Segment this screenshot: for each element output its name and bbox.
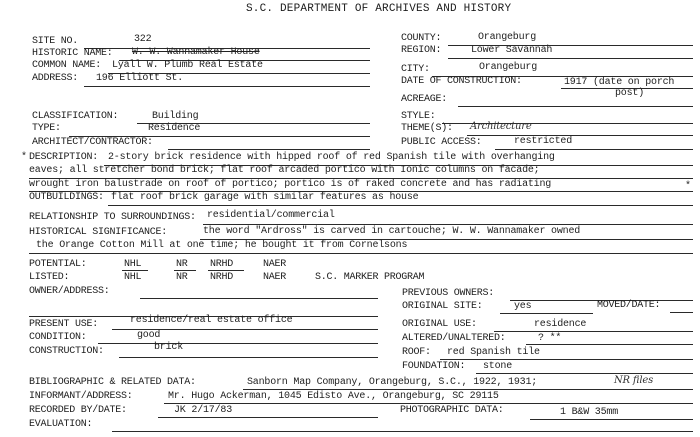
style-label: STYLE: xyxy=(401,111,436,122)
informant-value: Mr. Hugo Ackerman, 1045 Edisto Ave., Orangeburg, SC 29115 xyxy=(168,391,499,402)
public-access-value: restricted xyxy=(514,136,573,147)
public-access-line xyxy=(495,149,693,150)
listed-nhl: NHL xyxy=(124,272,142,283)
original-use-line xyxy=(494,331,693,332)
county-label: COUNTY: xyxy=(401,33,442,44)
address-label: ADDRESS: xyxy=(32,73,79,84)
potential-nr-line xyxy=(174,270,196,271)
roof-label: ROOF: xyxy=(402,347,431,358)
recorded-value: JK 2/17/83 xyxy=(174,405,233,416)
region-label: REGION: xyxy=(401,45,442,56)
potential-naer: NAER xyxy=(263,259,287,270)
description-end-marker: * xyxy=(685,181,691,192)
foundation-label: FOUNDATION: xyxy=(402,361,466,372)
recorded-label: RECORDED BY/DATE: xyxy=(29,405,127,416)
listed-nr: NR xyxy=(176,272,188,283)
potential-nhl-line xyxy=(122,270,148,271)
photographic-line xyxy=(530,419,693,420)
evaluation-line xyxy=(112,431,693,432)
construction-value: brick xyxy=(154,342,184,353)
description-line-1: 2-story brick residence with hipped roof of red Spanish tile with overhanging xyxy=(108,152,555,163)
moved-date-line xyxy=(670,312,693,313)
historical-line-2: the Orange Cotton Mill at one time; he bought it from Cornelsons xyxy=(36,240,408,251)
present-use-label: PRESENT USE: xyxy=(29,319,99,330)
city-label: CITY: xyxy=(401,64,430,75)
relationship-value: residential/commercial xyxy=(207,210,335,221)
site-no-label: SITE NO. xyxy=(32,36,79,47)
address-value: 196 Elliott St. xyxy=(96,73,184,84)
description-line-2: eaves; all stretcher bond brick; flat roof arcaded portico with Ionic columns on facade; xyxy=(29,165,540,176)
public-access-label: PUBLIC ACCESS: xyxy=(401,137,482,148)
historic-name-label: HISTORIC NAME: xyxy=(32,48,113,59)
altered-line xyxy=(526,344,693,345)
listed-naer: NAER xyxy=(263,272,287,283)
themes-label: THEME(S): xyxy=(401,123,453,134)
bibliographic-note: NR files xyxy=(614,375,654,386)
potential-nr: NR xyxy=(176,259,188,270)
page-title: S.C. DEPARTMENT OF ARCHIVES AND HISTORY xyxy=(246,3,512,15)
potential-nrhd: NRHD xyxy=(210,259,234,270)
original-use-value: residence xyxy=(534,319,587,330)
original-site-line xyxy=(500,313,593,314)
photographic-value: 1 B&W 35mm xyxy=(560,407,619,418)
original-use-label: ORIGINAL USE: xyxy=(402,319,477,330)
informant-label: INFORMANT/ADDRESS: xyxy=(29,391,133,402)
acreage-line xyxy=(458,106,693,107)
original-site-value: yes xyxy=(514,301,532,312)
roof-line xyxy=(440,359,693,360)
themes-line xyxy=(467,135,693,136)
relationship-line xyxy=(203,224,693,225)
type-value: Residence xyxy=(148,123,201,134)
classification-label: CLASSIFICATION: xyxy=(32,111,119,122)
outbuildings-label: OUTBUILDINGS: xyxy=(29,192,104,203)
recorded-line xyxy=(158,417,378,418)
condition-line xyxy=(98,343,378,344)
listed-nrhd: NRHD xyxy=(210,272,234,283)
themes-value: Architecture xyxy=(470,121,532,132)
roof-value: red Spanish tile xyxy=(447,347,540,358)
potential-nhl: NHL xyxy=(124,259,142,270)
address-line xyxy=(84,86,370,87)
date-construction-value-2: post) xyxy=(615,88,645,99)
city-value: Orangeburg xyxy=(479,62,538,73)
previous-owners-label: PREVIOUS OWNERS: xyxy=(402,288,495,299)
photographic-label: PHOTOGRAPHIC DATA: xyxy=(400,405,504,416)
acreage-label: ACREAGE: xyxy=(401,94,448,105)
condition-label: CONDITION: xyxy=(29,332,87,343)
historical-rule-2 xyxy=(29,253,693,254)
relationship-label: RELATIONSHIP TO SURROUNDINGS: xyxy=(29,212,196,223)
historic-name-value: W. W. Wannamaker House xyxy=(132,47,260,58)
altered-value: ? ** xyxy=(538,333,562,344)
owner-address-label: OWNER/ADDRESS: xyxy=(29,286,110,297)
date-construction-value: 1917 (date on porch xyxy=(564,77,675,88)
informant-line xyxy=(164,403,693,404)
classification-value: Building xyxy=(152,111,199,122)
bibliographic-label: BIBLIOGRAPHIC & RELATED DATA: xyxy=(29,377,196,388)
region-line xyxy=(448,58,693,59)
date-construction-line xyxy=(561,88,693,89)
outbuildings-value: flat roof brick garage with similar features as house xyxy=(111,192,419,203)
description-marker: * xyxy=(21,152,27,163)
architect-label: ARCHITECT/CONTRACTOR: xyxy=(32,137,153,148)
listed-sc-marker: S.C. MARKER PROGRAM xyxy=(315,272,425,283)
county-value: Orangeburg xyxy=(478,32,537,43)
construction-line xyxy=(119,357,378,358)
potential-label: POTENTIAL: xyxy=(29,259,87,270)
moved-date-label: MOVED/DATE: xyxy=(597,300,661,311)
date-construction-label: DATE OF CONSTRUCTION: xyxy=(401,76,522,87)
type-label: TYPE: xyxy=(32,123,61,134)
description-line-3: wrought iron balustrade on roof of portico; portico is of raked concrete and has radiating xyxy=(29,179,552,190)
region-value: Lower Savannah xyxy=(471,45,553,56)
present-use-value: residence/real estate office xyxy=(130,315,293,326)
common-name-label: COMMON NAME: xyxy=(32,60,102,71)
historical-line-1: the word "Ardross" is carved in cartouche; W. W. Wannamaker owned xyxy=(203,226,581,237)
listed-label: LISTED: xyxy=(29,272,70,283)
potential-nrhd-line xyxy=(208,270,244,271)
altered-label: ALTERED/UNALTERED: xyxy=(402,333,506,344)
site-no-value: 322 xyxy=(134,34,152,45)
evaluation-label: EVALUATION: xyxy=(29,419,93,430)
original-site-label: ORIGINAL SITE: xyxy=(402,301,483,312)
construction-label: CONSTRUCTION: xyxy=(29,346,104,357)
historical-significance-label: HISTORICAL SIGNIFICANCE: xyxy=(29,227,168,238)
foundation-value: stone xyxy=(483,361,513,372)
outbuildings-line xyxy=(108,205,693,206)
bibliographic-line xyxy=(243,389,693,390)
foundation-line xyxy=(476,373,693,374)
bibliographic-value: Sanborn Map Company, Orangeburg, S.C., 1922, 1931; xyxy=(247,377,538,388)
condition-value: good xyxy=(137,330,161,341)
owner-address-line xyxy=(140,298,378,299)
architect-line xyxy=(168,149,370,150)
common-name-value: Lyall W. Plumb Real Estate xyxy=(112,60,263,71)
description-label: DESCRIPTION: xyxy=(29,152,99,163)
